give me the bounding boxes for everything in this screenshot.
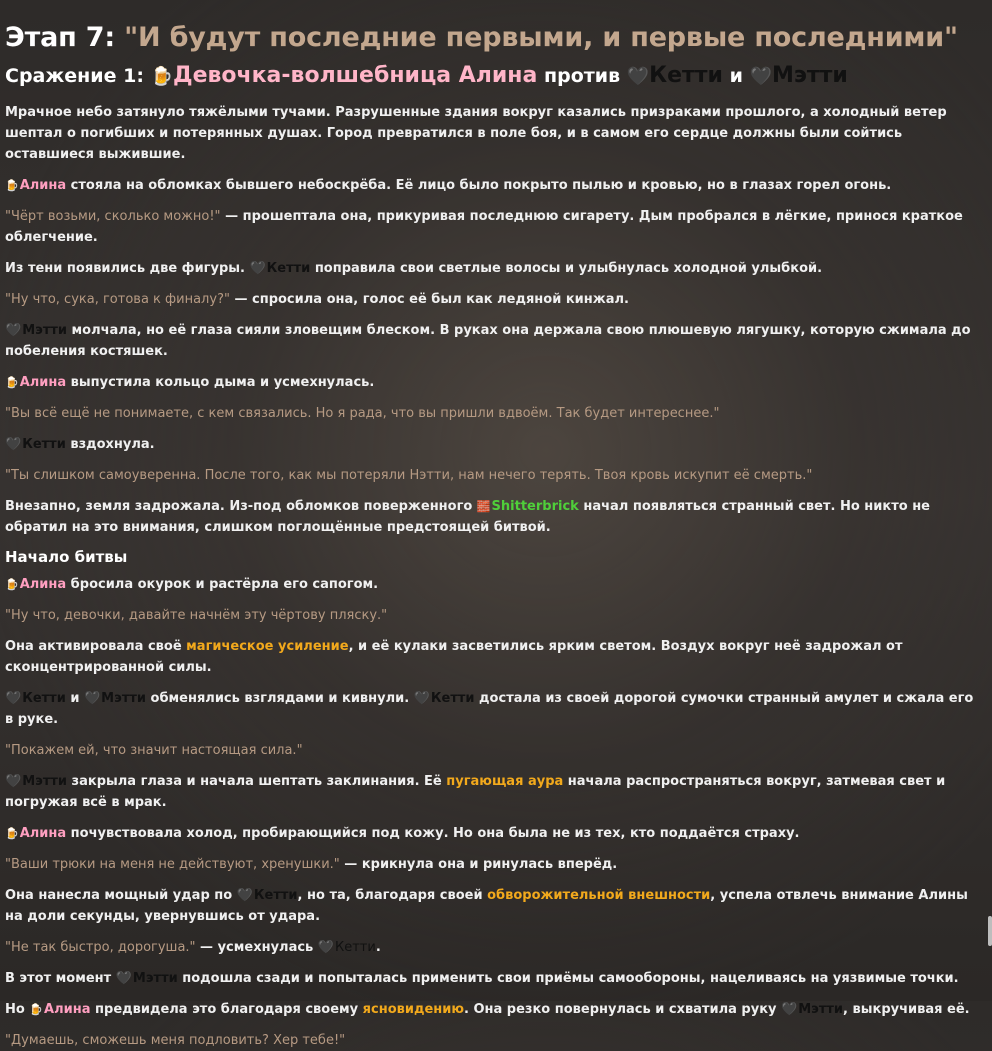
heart-icon: 🖤 — [5, 323, 22, 338]
heart-icon: 🖤 — [249, 261, 266, 276]
paragraph — [5, 496, 982, 538]
paragraph-text: начал появляться странный свет. Но никто не обратил на это внимания, слишком поглощённые предстоящей битвой. — [5, 499, 930, 535]
battle-heading — [5, 63, 982, 88]
fighter-name: Девочка-волшебница Алина — [172, 63, 538, 88]
paragraph-text: , выкручивая её. — [843, 1002, 970, 1017]
character-name-shitterbrick: Shitterbrick — [491, 499, 579, 514]
character-name-alina: Алина — [44, 1002, 91, 1017]
dialogue-quote: "Ну что, сука, готова к финалу?" — [5, 292, 230, 307]
ability-name: магическое усиление — [186, 639, 349, 654]
character-name-ketti: Кетти — [266, 261, 311, 276]
paragraph: Мрачное небо затянуло тяжёлыми тучами. Разрушенные здания вокруг казались призраками прошлого, а холодный ветер шептал о погибших и потерянных душах. Город превратился в поле боя, и в самом его сердце должны были сойтись оставшиеся выжившие. — [5, 105, 947, 162]
paragraph-text: В этот момент — [5, 971, 116, 986]
beer-icon: 🍺 — [5, 179, 19, 192]
paragraph-text: стояла на обломках бывшего небоскрёба. Её лицо было покрыто пылью и кровью, но в глазах горел огонь. — [66, 178, 892, 193]
heart-icon: 🖤 — [236, 888, 253, 903]
versus-text: против — [537, 65, 627, 87]
paragraph-text: . Она резко повернулась и схватила руку — [464, 1002, 782, 1017]
paragraph — [5, 885, 982, 927]
character-name-metti: Мэтти — [101, 691, 146, 706]
paragraph — [5, 434, 982, 455]
battle-prefix: Сражение 1: — [5, 65, 151, 87]
brick-icon: 🧱 — [476, 500, 491, 513]
paragraph-text: Она нанесла мощный удар по — [5, 888, 237, 903]
dialogue-paragraph: "Ну что, девочки, давайте начнём эту чёртову пляску." — [5, 608, 388, 623]
heart-icon: 🖤 — [5, 691, 22, 706]
beer-icon: 🍺 — [5, 578, 19, 591]
dialogue-quote: "Ваши трюки на меня не действуют, хренушки." — [5, 857, 340, 872]
ability-name: ясновидению — [362, 1002, 465, 1017]
beer-icon: 🍺 — [5, 376, 19, 389]
heart-icon: 🖤 — [317, 940, 334, 955]
paragraph-text: подошла сзади и попыталась применить свои приёмы самообороны, нацеливаясь на уязвимые точки. — [177, 971, 959, 986]
dialogue-quote: "Чёрт возьми, сколько можно!" — [5, 209, 221, 224]
paragraph — [5, 636, 982, 678]
paragraph-text: Но — [5, 1002, 30, 1017]
stage-heading — [5, 22, 982, 53]
dialogue-paragraph: "Покажем ей, что значит настоящая сила." — [5, 743, 303, 758]
paragraph — [5, 688, 982, 730]
dialogue-paragraph — [5, 206, 982, 248]
paragraph-text: почувствовала холод, пробирающийся под кожу. Но она была не из тех, кто поддаётся страху. — [66, 826, 800, 841]
paragraph-text: , успела отвлечь внимание Алины на доли секунды, увернувшись от удара. — [5, 888, 968, 924]
character-name-ketti: Кетти — [22, 437, 66, 452]
paragraph — [5, 999, 982, 1020]
dialogue-paragraph: "Ты слишком самоуверенна. После того, как мы потеряли Нэтти, нам нечего терять. Твоя кровь искупит её смерть." — [5, 468, 813, 483]
dialogue-quote: "Не так быстро, дорогуша." — [5, 940, 196, 955]
paragraph — [5, 372, 982, 393]
narration-text: . — [375, 940, 381, 955]
paragraph-text: вздохнула. — [65, 437, 155, 452]
beer-icon: 🍺 — [150, 66, 173, 87]
heart-icon: 🖤 — [413, 691, 430, 706]
character-name-metti: Мэтти — [22, 774, 68, 789]
paragraph-text: начала распространяться вокруг, затмевая свет и погружая всё в мрак. — [5, 774, 946, 810]
narration-text: — крикнула она и ринулась вперёд. — [339, 857, 618, 872]
paragraph — [5, 823, 982, 844]
dialogue-paragraph: "Думаешь, сможешь меня подловить? Хер тебе!" — [5, 1033, 346, 1048]
character-name-metti: Мэтти — [22, 323, 68, 338]
dialogue-paragraph: "Вы всё ещё не понимаете, с кем связались. Но я рада, что вы пришли вдвоём. Так будет интереснее." — [5, 406, 720, 421]
section-heading: Начало битвы — [5, 548, 128, 566]
heart-icon: 🖤 — [115, 971, 132, 986]
paragraph — [5, 771, 982, 813]
paragraph-text: и — [65, 691, 84, 706]
paragraph-text: выпустила кольцо дыма и усмехнулась. — [66, 375, 375, 390]
paragraph-text: бросила окурок и растёрла его сапогом. — [66, 577, 379, 592]
paragraph-text: молчала, но её глаза сияли зловещим блеском. В руках она держала свою плюшевую лягушку, которую сжимала до побеления костяшек. — [5, 323, 971, 359]
ability-name: обворожительной внешности — [487, 888, 711, 903]
scrollbar-thumb[interactable] — [988, 916, 992, 946]
paragraph-text: Из тени появились две фигуры. — [5, 261, 250, 276]
paragraph-text: обменялись взглядами и кивнули. — [146, 691, 414, 706]
stage-prefix: Этап 7: — [5, 22, 125, 53]
paragraph — [5, 175, 982, 196]
beer-icon: 🍺 — [29, 1003, 44, 1016]
character-name-ketti: Кетти — [22, 691, 66, 706]
heart-icon: 🖤 — [626, 66, 650, 87]
character-name-metti: Мэтти — [798, 1002, 844, 1017]
character-name-ketti: Кетти — [253, 888, 298, 903]
dialogue-paragraph — [5, 854, 982, 875]
heart-icon: 🖤 — [83, 691, 101, 706]
enemy-name-metti: Мэтти — [771, 63, 848, 88]
heart-icon: 🖤 — [5, 437, 22, 452]
narration-text: — спросила она, голос её был как ледяной кинжал. — [229, 292, 629, 307]
dialogue-paragraph — [5, 289, 982, 310]
character-name-alina: Алина — [19, 577, 67, 592]
heart-icon: 🖤 — [749, 66, 772, 87]
paragraph-text: поправила свои светлые волосы и улыбнулась холодной улыбкой. — [310, 261, 823, 276]
paragraph-text: , и её кулаки засветились ярким светом. Воздух вокруг неё задрожал от сконцентрированной силы. — [5, 639, 903, 675]
paragraph — [5, 574, 982, 595]
enemy-name-ketti: Кетти — [649, 63, 723, 88]
paragraph-text: достала из своей дорогой сумочки странный амулет и сжала его в руке. — [5, 691, 974, 727]
narration-text: — усмехнулась — [195, 940, 318, 955]
ability-name: пугающая аура — [446, 774, 564, 789]
character-name-alina: Алина — [19, 178, 67, 193]
character-name-alina: Алина — [19, 375, 67, 390]
paragraph-text: Внезапно, земля задрожала. Из-под обломков поверженного — [5, 499, 477, 514]
stage-quote: "И будут последние первыми, и первые последними" — [124, 22, 958, 53]
paragraph-text: закрыла глаза и начала шептать заклинания. Её — [67, 774, 447, 789]
beer-icon: 🍺 — [5, 827, 19, 840]
narration-text: — прошептала она, прикуривая последнюю сигарету. Дым пробрался в лёгкие, принося краткое облегчение. — [5, 209, 963, 245]
heart-icon: 🖤 — [781, 1002, 798, 1017]
character-name-ketti: Кетти — [334, 940, 376, 955]
paragraph — [5, 968, 982, 989]
character-name-metti: Мэтти — [132, 971, 178, 986]
paragraph — [5, 320, 982, 362]
heart-icon: 🖤 — [5, 774, 22, 789]
character-name-ketti: Кетти — [430, 691, 475, 706]
dialogue-paragraph — [5, 937, 982, 958]
and-text: и — [722, 65, 750, 87]
character-name-alina: Алина — [19, 826, 67, 841]
paragraph — [5, 258, 982, 279]
paragraph-text: предвидела это благодаря своему — [90, 1002, 363, 1017]
paragraph-text: , но та, благодаря своей — [297, 888, 488, 903]
paragraph-text: Она активировала своё — [5, 639, 187, 654]
